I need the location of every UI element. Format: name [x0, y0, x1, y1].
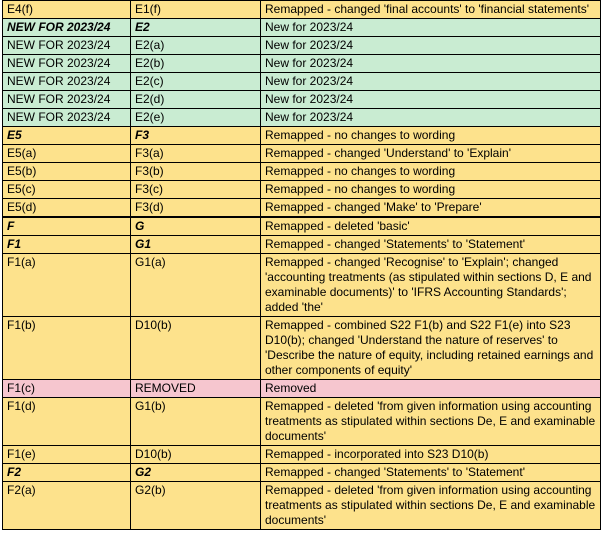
new-reference-cell: G1(b) [131, 398, 261, 446]
table-row [3, 37, 601, 55]
old-reference-cell: NEW FOR 2023/24 [3, 109, 131, 127]
table-row [3, 254, 601, 317]
change-description-cell: Remapped - no changes to wording [261, 127, 601, 145]
old-reference-cell: NEW FOR 2023/24 [3, 91, 131, 109]
old-reference-cell: E5(d) [3, 199, 131, 218]
new-reference-cell: D10(b) [131, 317, 261, 380]
table-row [3, 482, 601, 530]
old-reference-cell: NEW FOR 2023/24 [3, 55, 131, 73]
old-reference-cell: NEW FOR 2023/24 [3, 37, 131, 55]
change-description-cell: Remapped - changed 'final accounts' to 'financial statements' [261, 1, 601, 19]
table-row [3, 181, 601, 199]
old-reference-cell: F1(c) [3, 380, 131, 398]
old-reference-cell: E5 [3, 127, 131, 145]
table-row [3, 19, 601, 37]
table-row [3, 446, 601, 464]
change-description-cell: Removed [261, 380, 601, 398]
table-row [3, 317, 601, 380]
new-reference-cell: F3(d) [131, 199, 261, 218]
change-description-cell: New for 2023/24 [261, 55, 601, 73]
change-description-cell: New for 2023/24 [261, 73, 601, 91]
table-row [3, 91, 601, 109]
table-row [3, 163, 601, 181]
new-reference-cell: G2(b) [131, 482, 261, 530]
new-reference-cell: E2(a) [131, 37, 261, 55]
change-description-cell: Remapped - deleted 'from given information using accounting treatments as stipulated within sections De, E and examinable documents' [261, 482, 601, 530]
new-reference-cell: G [131, 217, 261, 236]
old-reference-cell: NEW FOR 2023/24 [3, 19, 131, 37]
table-row [3, 236, 601, 254]
table-row [3, 398, 601, 446]
old-reference-cell: F1 [3, 236, 131, 254]
new-reference-cell: REMOVED [131, 380, 261, 398]
change-description-cell: Remapped - changed 'Understand' to 'Explain' [261, 145, 601, 163]
change-description-cell: New for 2023/24 [261, 37, 601, 55]
change-description-cell: New for 2023/24 [261, 109, 601, 127]
table-row [3, 217, 601, 236]
new-reference-cell: D10(b) [131, 446, 261, 464]
change-description-cell: Remapped - changed 'Statements' to 'Statement' [261, 464, 601, 482]
change-description-cell: Remapped - combined S22 F1(b) and S22 F1(e) into S23 D10(b); changed 'Understand the nature of reserves' to 'Describe the nature of equity, including retained earnings and other components of equity' [261, 317, 601, 380]
change-description-cell: Remapped - incorporated into S23 D10(b) [261, 446, 601, 464]
old-reference-cell: F [3, 217, 131, 236]
new-reference-cell: F3(b) [131, 163, 261, 181]
table-row [3, 145, 601, 163]
new-reference-cell: E1(f) [131, 1, 261, 19]
old-reference-cell: F2 [3, 464, 131, 482]
new-reference-cell: E2(d) [131, 91, 261, 109]
table-row [3, 464, 601, 482]
table-row [3, 127, 601, 145]
old-reference-cell: E5(b) [3, 163, 131, 181]
table-row [3, 199, 601, 218]
old-reference-cell: E5(c) [3, 181, 131, 199]
new-reference-cell: G1(a) [131, 254, 261, 317]
change-description-cell: Remapped - deleted 'basic' [261, 217, 601, 236]
old-reference-cell: F1(b) [3, 317, 131, 380]
syllabus-mapping-table [2, 0, 601, 530]
new-reference-cell: E2(b) [131, 55, 261, 73]
table-row [3, 109, 601, 127]
change-description-cell: Remapped - changed 'Statements' to 'Statement' [261, 236, 601, 254]
new-reference-cell: G1 [131, 236, 261, 254]
old-reference-cell: E4(f) [3, 1, 131, 19]
table-row [3, 55, 601, 73]
change-description-cell: Remapped - deleted 'from given information using accounting treatments as stipulated within sections De, E and examinable documents' [261, 398, 601, 446]
new-reference-cell: F3 [131, 127, 261, 145]
table-body [3, 1, 601, 530]
change-description-cell: Remapped - no changes to wording [261, 163, 601, 181]
change-description-cell: New for 2023/24 [261, 19, 601, 37]
change-description-cell: New for 2023/24 [261, 91, 601, 109]
old-reference-cell: E5(a) [3, 145, 131, 163]
old-reference-cell: F1(a) [3, 254, 131, 317]
change-description-cell: Remapped - changed 'Make' to 'Prepare' [261, 199, 601, 218]
table-row [3, 1, 601, 19]
table-row [3, 73, 601, 91]
table-row [3, 380, 601, 398]
new-reference-cell: E2(c) [131, 73, 261, 91]
old-reference-cell: F2(a) [3, 482, 131, 530]
new-reference-cell: E2(e) [131, 109, 261, 127]
change-description-cell: Remapped - changed 'Recognise' to 'Explain'; changed 'accounting treatments (as stipulated within sections D, E and examinable documents)' to 'IFRS Accounting Standards'; added 'the' [261, 254, 601, 317]
new-reference-cell: E2 [131, 19, 261, 37]
new-reference-cell: F3(a) [131, 145, 261, 163]
old-reference-cell: F1(e) [3, 446, 131, 464]
change-description-cell: Remapped - no changes to wording [261, 181, 601, 199]
new-reference-cell: F3(c) [131, 181, 261, 199]
old-reference-cell: F1(d) [3, 398, 131, 446]
old-reference-cell: NEW FOR 2023/24 [3, 73, 131, 91]
new-reference-cell: G2 [131, 464, 261, 482]
